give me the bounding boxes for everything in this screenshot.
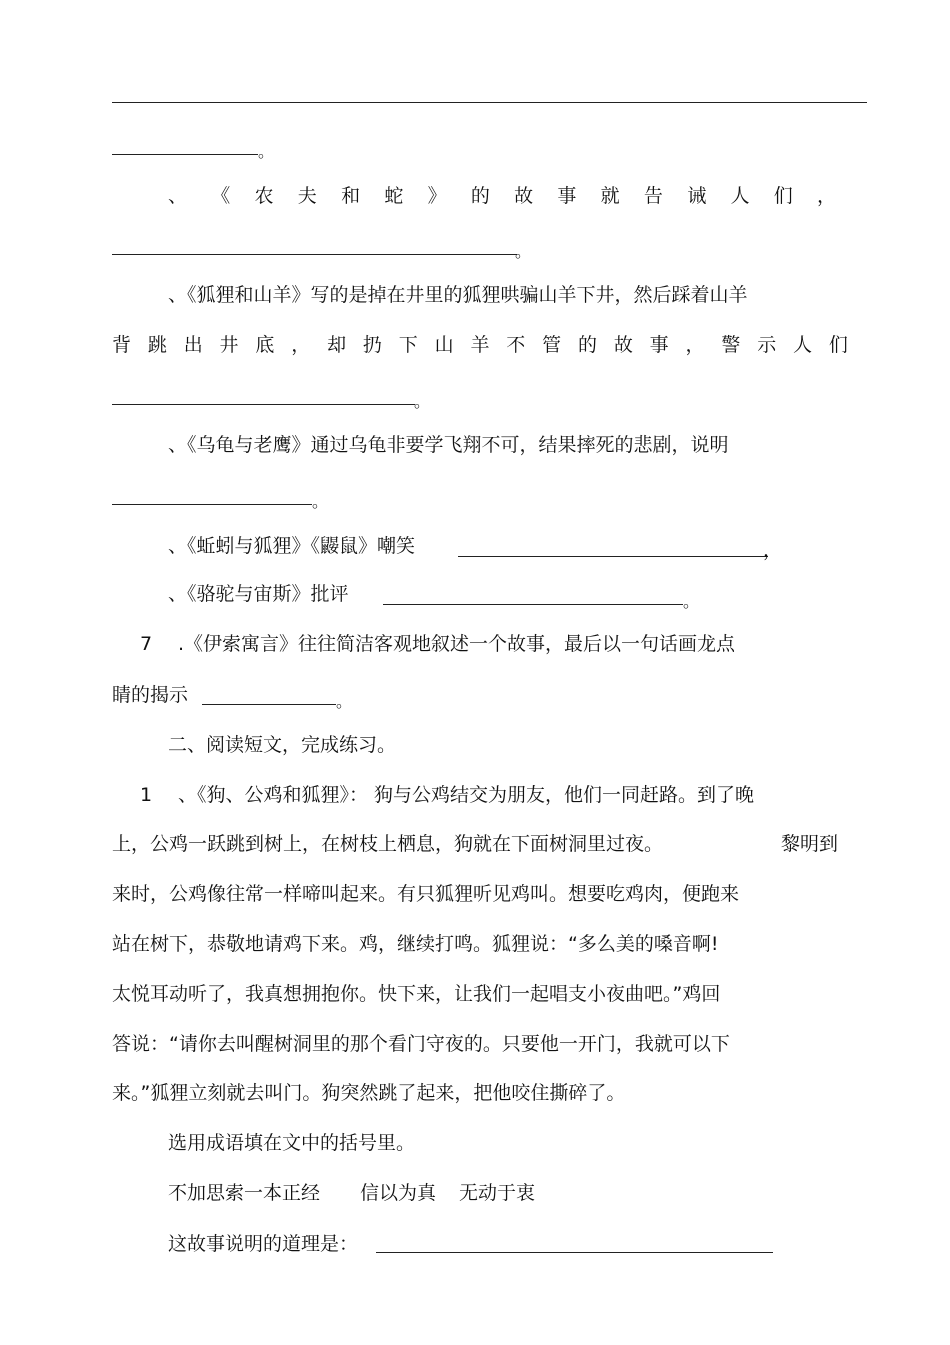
idiom-2: 信以为真 <box>360 1182 437 1204</box>
passage-line-1: 、《狗、公鸡和狐狸》： 狗与公鸡结交为朋友，他们一同赶路。到了晚 <box>178 784 755 806</box>
farmer-snake-char: 的 <box>470 185 490 207</box>
question-7-answer-line[interactable] <box>202 704 336 705</box>
camel-zeus-question: 、《骆驼与宙斯》批评 <box>168 583 349 605</box>
farmer-snake-char: ， <box>816 185 836 207</box>
fox-goat-answer-line[interactable] <box>112 404 415 405</box>
answer-line-top-2[interactable] <box>112 154 258 155</box>
idiom-1: 不加思索一本正经 <box>168 1182 321 1204</box>
fox-goat-char: 扔 <box>362 334 382 356</box>
fox-goat-char: 的 <box>577 334 597 356</box>
question-7-line2: 睛的揭示 <box>112 684 189 706</box>
fox-goat-char: 下 <box>398 334 418 356</box>
farmer-snake-question <box>168 184 836 208</box>
section-2-heading: 二、阅读短文，完成练习。 <box>168 734 397 756</box>
fox-goat-char: 故 <box>613 334 633 356</box>
farmer-snake-answer-line[interactable] <box>112 254 517 255</box>
turtle-eagle-answer-line[interactable] <box>112 504 312 505</box>
passage-line-2b: 黎明到 <box>781 833 839 855</box>
fox-goat-char: 出 <box>183 334 203 356</box>
turtle-eagle-question: 、《乌龟与老鹰》通过乌龟非要学飞翔不可，结果摔死的悲剧，说明 <box>168 434 729 456</box>
moral-label: 这故事说明的道理是： <box>168 1233 359 1255</box>
farmer-snake-char: 告 <box>643 185 663 207</box>
fox-goat-char: 羊 <box>470 334 490 356</box>
passage-line-6: 答说：“请你去叫醒树洞里的那个看门守夜的。只要他一开门，我就可以下 <box>112 1033 730 1055</box>
answer-line-top[interactable] <box>112 102 867 103</box>
farmer-snake-char: 、 <box>168 185 188 207</box>
fox-goat-char: ， <box>685 334 705 356</box>
question-7-end-mark: 。 <box>336 692 353 711</box>
farmer-snake-char: 事 <box>557 185 577 207</box>
fox-goat-question-line1: 、《狐狸和山羊》写的是掉在井里的狐狸哄骗山羊下井，然后踩着山羊 <box>168 284 748 306</box>
farmer-snake-end-mark: 。 <box>515 242 532 261</box>
fox-goat-question-line2 <box>112 333 848 357</box>
fox-goat-char: 事 <box>649 334 669 356</box>
turtle-eagle-end-mark: 。 <box>312 492 329 511</box>
exercise-instruction: 选用成语填在文中的括号里。 <box>168 1132 416 1154</box>
fox-goat-char: 山 <box>434 334 454 356</box>
earthworm-mole-answer-line[interactable] <box>458 556 768 557</box>
idiom-3: 无动于衷 <box>459 1182 536 1204</box>
passage-line-2a: 上，公鸡一跃跳到树上，在树枝上栖息，狗就在下面树洞里过夜。 <box>112 833 664 855</box>
question-7-line1: .《伊索寓言》往往简洁客观地叙述一个故事，最后以一句话画龙点 <box>178 633 736 655</box>
passage-line-4: 站在树下，恭敬地请鸡下来。鸡，继续打鸣。狐狸说：“多么美的嗓音啊! <box>112 933 719 955</box>
farmer-snake-char: 夫 <box>297 185 317 207</box>
passage-line-7: 来。”狐狸立刻就去叫门。狗突然跳了起来，把他咬住撕碎了。 <box>112 1082 626 1104</box>
question-7-number: 7 <box>140 633 153 655</box>
fox-goat-char: 却 <box>327 334 347 356</box>
farmer-snake-char: 故 <box>514 185 534 207</box>
farmer-snake-char: 农 <box>254 185 274 207</box>
fox-goat-char: 跳 <box>147 334 167 356</box>
fox-goat-char: 不 <box>506 334 526 356</box>
fox-goat-char: ， <box>291 334 311 356</box>
earthworm-mole-end-mark: ， <box>763 539 783 561</box>
passage-line-3: 来时，公鸡像往常一样啼叫起来。有只狐狸听见鸡叫。想要吃鸡肉，便跑来 <box>112 883 740 905</box>
fox-goat-char: 背 <box>112 334 132 356</box>
camel-zeus-answer-line[interactable] <box>383 604 683 605</box>
fox-goat-char: 井 <box>219 334 239 356</box>
fox-goat-char: 警 <box>721 334 741 356</box>
farmer-snake-char: 们 <box>773 185 793 207</box>
farmer-snake-char: 蛇 <box>384 185 404 207</box>
fox-goat-char: 管 <box>542 334 562 356</box>
camel-zeus-end-mark: 。 <box>683 592 700 611</box>
moral-answer-line[interactable] <box>376 1252 773 1253</box>
fox-goat-end-mark: 。 <box>414 392 431 411</box>
top-end-mark: 。 <box>258 142 275 161</box>
farmer-snake-char: 诫 <box>687 185 707 207</box>
passage-line-5: 太悦耳动听了，我真想拥抱你。快下来，让我们一起唱支小夜曲吧。”鸡回 <box>112 983 721 1005</box>
fox-goat-char: 示 <box>757 334 777 356</box>
fox-goat-char: 底 <box>255 334 275 356</box>
farmer-snake-char: 》 <box>427 185 447 207</box>
farmer-snake-char: 《 <box>211 185 231 207</box>
fox-goat-char: 人 <box>793 334 813 356</box>
fox-goat-char: 们 <box>828 334 848 356</box>
farmer-snake-char: 就 <box>600 185 620 207</box>
passage-number: 1 <box>140 784 153 806</box>
farmer-snake-char: 和 <box>341 185 361 207</box>
earthworm-mole-question: 、《蚯蚓与狐狸》《鼹鼠》嘲笑 <box>168 535 416 557</box>
farmer-snake-char: 人 <box>730 185 750 207</box>
